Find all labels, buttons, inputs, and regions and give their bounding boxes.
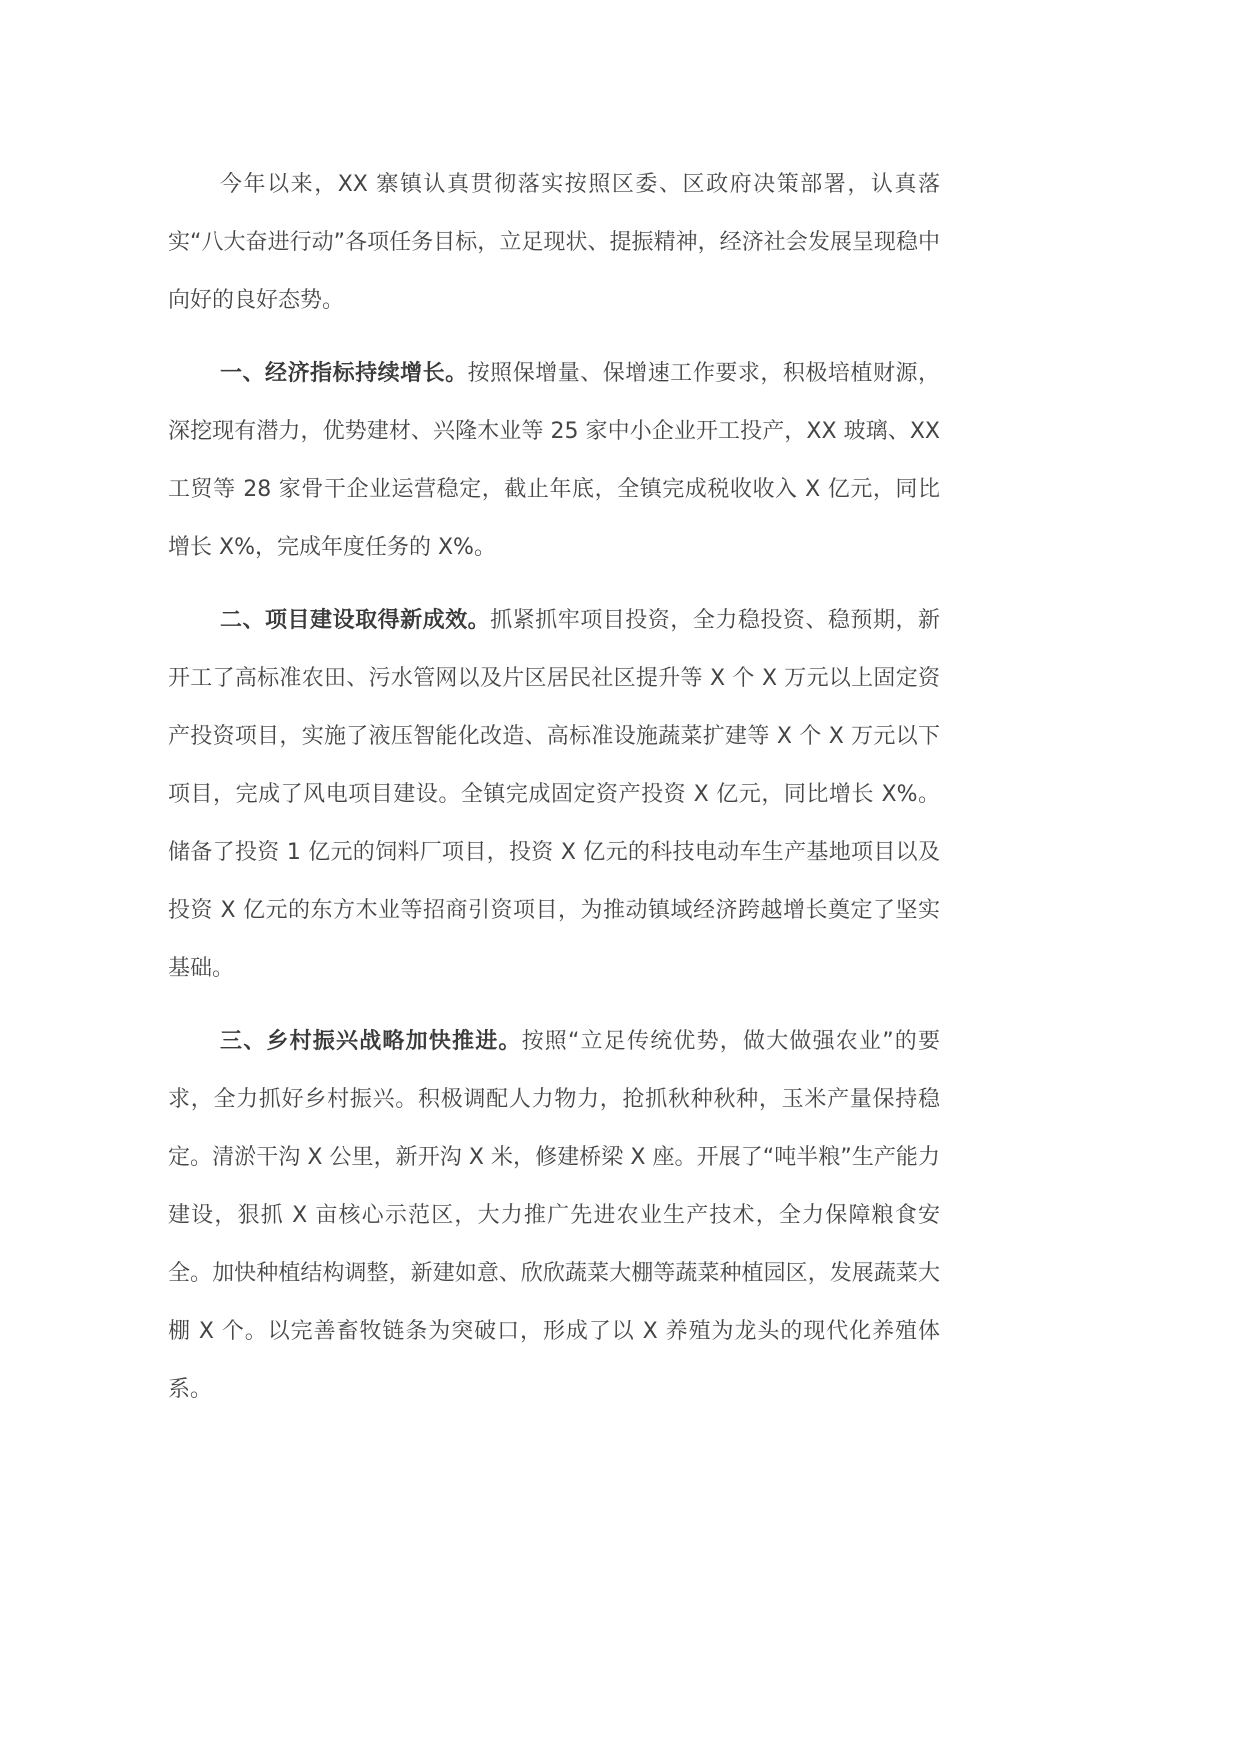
document-page: [168, 156, 940, 1434]
section-project-construction: [168, 592, 940, 998]
paragraph-body: 抓紧抓牢项目投资，全力稳投资、稳预期，新开工了高标准农田、污水管网以及片区居民社区提升等 X 个 X 万元以上固定资产投资项目，实施了液压智能化改造、高标准设施蔬菜扩建等 X 个 X 万元以下项目，完成了风电项目建设。全镇完成固定资产投资 X 亿元，同比增长 X%。储备了投资 1 亿元的饲料厂项目，投资 X 亿元的科技电动车生产基地项目以及投资 X 亿元的东方木业等招商引资项目，为推动镇域经济跨越增长奠定了坚实基础。: [168, 608, 940, 981]
section-economic-indicators: [168, 345, 940, 577]
paragraph-heading: 二、项目建设取得新成效。: [220, 608, 491, 633]
section-rural-revitalization: [168, 1013, 940, 1419]
paragraph-heading: 三、乡村振兴战略加快推进。: [220, 1029, 522, 1054]
paragraph-body: 按照保增量、保增速工作要求，积极培植财源，深挖现有潜力，优势建材、兴隆木业等 25 家中小企业开工投产，XX 玻璃、XX 工贸等 28 家骨干企业运营稳定，截止年底，全镇完成税收收入 X 亿元，同比增长 X%，完成年度任务的 X%。: [168, 361, 940, 560]
paragraph-body: 按照“立足传统优势，做大做强农业”的要求，全力抓好乡村振兴。积极调配人力物力，抢抓秋种秋种，玉米产量保持稳定。清淤干沟 X 公里，新开沟 X 米，修建桥梁 X 座。开展了“吨半粮”生产能力建设，狠抓 X 亩核心示范区，大力推广先进农业生产技术，全力保障粮食安全。加快种植结构调整，新建如意、欣欣蔬菜大棚等蔬菜种植园区，发展蔬菜大棚 X 个。以完善畜牧链条为突破口，形成了以 X 养殖为龙头的现代化养殖体系。: [168, 1029, 940, 1402]
paragraph-body: 今年以来，XX 寨镇认真贯彻落实按照区委、区政府决策部署，认真落实“八大奋进行动”各项任务目标，立足现状、提振精神，经济社会发展呈现稳中向好的良好态势。: [168, 172, 940, 313]
intro-paragraph: [168, 156, 940, 330]
paragraph-heading: 一、经济指标持续增长。: [220, 361, 468, 386]
